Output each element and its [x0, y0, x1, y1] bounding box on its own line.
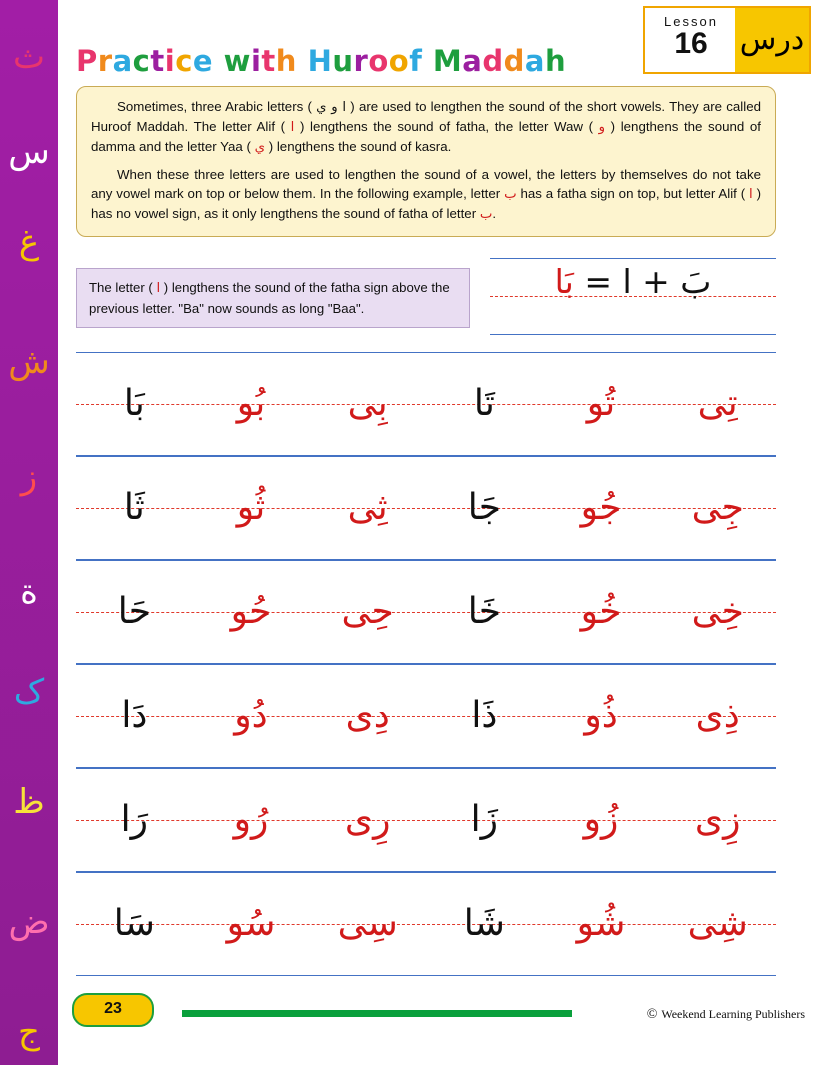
row-cells: [76, 872, 776, 976]
practice-row: [76, 560, 776, 664]
sidebar-letter-1: س: [8, 132, 50, 172]
intro-p1-seg5: ) lengthens the sound of kasra.: [265, 139, 452, 154]
note-arabic-letter: ا: [156, 281, 161, 296]
note-seg1: The letter (: [89, 280, 157, 295]
practice-cell: شَا: [463, 903, 505, 944]
title-char-11: t: [261, 44, 276, 78]
practice-row: [76, 456, 776, 560]
footer-rule: [182, 1010, 572, 1017]
intro-p2-seg2: has a fatha sign on top, but letter Alif (: [516, 186, 750, 201]
intro-p1-seg1: Sometimes, three Arabic letters (: [117, 99, 317, 114]
practice-cell: زُو: [583, 799, 619, 840]
equation-operands: بَ + ا =: [573, 262, 712, 301]
title-char-22: a: [462, 44, 483, 78]
title-char-21: M: [432, 44, 463, 78]
row-cells: [76, 664, 776, 768]
title-char-20: [422, 44, 433, 78]
copyright-icon: ©: [646, 1007, 658, 1022]
practice-cell: ذَا: [471, 695, 498, 736]
title-char-9: w: [223, 44, 251, 78]
practice-cell: بَا: [123, 383, 145, 424]
practice-cell: تَا: [473, 383, 495, 424]
intro-p2-seg4: .: [492, 206, 497, 221]
title-char-0: P: [76, 44, 98, 78]
intro-paragraph-1: [91, 97, 761, 157]
note-seg2: ) lengthens the sound of the fatha sign above the previous letter. "Ba" now sounds as long "Baa".: [89, 280, 450, 316]
practice-cell: دُو: [234, 695, 268, 736]
intro-text-box: [76, 86, 776, 237]
intro-p1-seg2: ) are used to lengthen the sound of the short vowels. They are called Huroof Maddah. The letter Alif (: [91, 99, 761, 134]
practice-cell: خِی: [691, 591, 744, 632]
equation-line-bottom: [490, 334, 776, 335]
title-char-13: [297, 44, 308, 78]
note-text: [89, 278, 457, 319]
practice-cell: زِی: [694, 799, 741, 840]
lesson-arabic-label: درس: [735, 8, 809, 72]
practice-cell: سَا: [113, 903, 155, 944]
title-char-24: d: [503, 44, 525, 78]
title-char-17: o: [368, 44, 389, 78]
intro-p1-arabic-1: ا و ي: [316, 100, 347, 115]
practice-cell: جِی: [691, 487, 744, 528]
sidebar-letter-0: ث: [12, 37, 45, 77]
lesson-badge: [643, 6, 811, 74]
practice-row: [76, 768, 776, 872]
practice-cell: دِی: [345, 695, 390, 736]
title-char-23: d: [482, 44, 504, 78]
title-char-2: a: [112, 44, 133, 78]
intro-paragraph-2: [91, 165, 761, 224]
practice-cell: رِی: [344, 799, 391, 840]
sidebar-letter-9: ج: [18, 1012, 40, 1052]
intro-p1-arabic-2: ا: [290, 120, 295, 135]
intro-p2-seg3: ) has no vowel sign, as it only lengthens the sound of fatha of letter: [91, 186, 762, 221]
page-number-badge: 23: [72, 993, 154, 1027]
row-cells: [76, 560, 776, 664]
intro-p2-arabic-2: ا: [749, 187, 753, 202]
practice-cell: بُو: [236, 383, 266, 424]
intro-p1-seg3: ) lengthens the sound of fatha, the letter Waw (: [294, 119, 599, 134]
intro-p1-arabic-4: ي: [254, 140, 266, 155]
title-char-7: e: [192, 44, 214, 78]
lesson-number-area: [645, 8, 737, 72]
title-char-12: h: [275, 44, 297, 78]
equation-line-top: [490, 258, 776, 259]
lesson-label: Lesson: [664, 14, 718, 29]
intro-p1-arabic-3: و: [598, 120, 606, 135]
practice-cell: ثِی: [347, 487, 388, 528]
row-cells: [76, 456, 776, 560]
practice-cell: دَا: [121, 695, 148, 736]
practice-rows: [76, 352, 776, 976]
practice-cell: شُو: [576, 903, 626, 944]
title-char-25: a: [524, 44, 545, 78]
practice-row: [76, 664, 776, 768]
title-char-15: u: [332, 44, 354, 78]
practice-cell: تِی: [697, 383, 738, 424]
title-char-19: f: [409, 44, 423, 78]
practice-cell: ثَا: [123, 487, 145, 528]
title-char-10: i: [250, 44, 262, 78]
practice-cell: سُو: [226, 903, 276, 944]
title-char-26: h: [544, 44, 567, 78]
equation-example: [490, 262, 776, 301]
row-cells: [76, 768, 776, 872]
copyright-notice: [647, 1007, 805, 1023]
sidebar-letter-5: ة: [20, 572, 38, 612]
note-box: [76, 268, 470, 328]
practice-cell: خَا: [467, 591, 501, 632]
equation-result: بَا: [554, 262, 574, 301]
practice-cell: بِی: [347, 383, 388, 424]
practice-cell: رُو: [233, 799, 269, 840]
practice-cell: خُو: [580, 591, 622, 632]
intro-p2-arabic-1: ب: [504, 187, 517, 202]
decorative-sidebar: [0, 0, 58, 1065]
intro-p2-arabic-3: ب: [479, 207, 493, 222]
practice-row: [76, 872, 776, 976]
practice-cell: سِی: [337, 903, 398, 944]
sidebar-letter-4: ز: [20, 457, 38, 497]
practice-cell: جُو: [580, 487, 622, 528]
sidebar-letter-3: ش: [8, 342, 50, 382]
row-cells: [76, 352, 776, 456]
title-char-8: [213, 44, 224, 78]
practice-cell: ذِی: [695, 695, 740, 736]
copyright-text: Weekend Learning Publishers: [661, 1007, 805, 1021]
page-title: [76, 44, 566, 78]
practice-cell: حِی: [341, 591, 394, 632]
practice-cell: تُو: [586, 383, 616, 424]
sidebar-letter-6: ک: [13, 672, 45, 712]
title-char-6: c: [175, 44, 193, 78]
lesson-number: 16: [674, 27, 708, 60]
title-char-3: c: [132, 44, 151, 78]
practice-cell: حُو: [230, 591, 272, 632]
practice-cell: ثُو: [236, 487, 266, 528]
practice-cell: حَا: [117, 591, 151, 632]
title-char-16: r: [353, 44, 369, 78]
sidebar-letter-8: ض: [8, 902, 50, 942]
title-char-14: H: [307, 44, 333, 78]
title-char-1: r: [97, 44, 113, 78]
practice-cell: ذُو: [584, 695, 618, 736]
sidebar-letter-2: غ: [18, 222, 40, 262]
intro-p1-seg4: ) lengthens the sound of damma and the letter Yaa (: [91, 119, 761, 154]
practice-row: [76, 352, 776, 456]
practice-cell: زَا: [470, 799, 499, 840]
practice-cell: شِی: [687, 903, 748, 944]
intro-p2-seg1: When these three letters are used to lengthen the sound of a vowel, the letters by themselves do not take any vowel mark on top or below them. In the following example, letter: [91, 167, 761, 201]
practice-cell: رَا: [120, 799, 149, 840]
practice-cell: جَا: [467, 487, 501, 528]
title-char-4: t: [150, 44, 165, 78]
title-char-18: o: [388, 44, 410, 78]
sidebar-letter-7: ظ: [13, 782, 45, 822]
title-char-5: i: [164, 44, 176, 78]
